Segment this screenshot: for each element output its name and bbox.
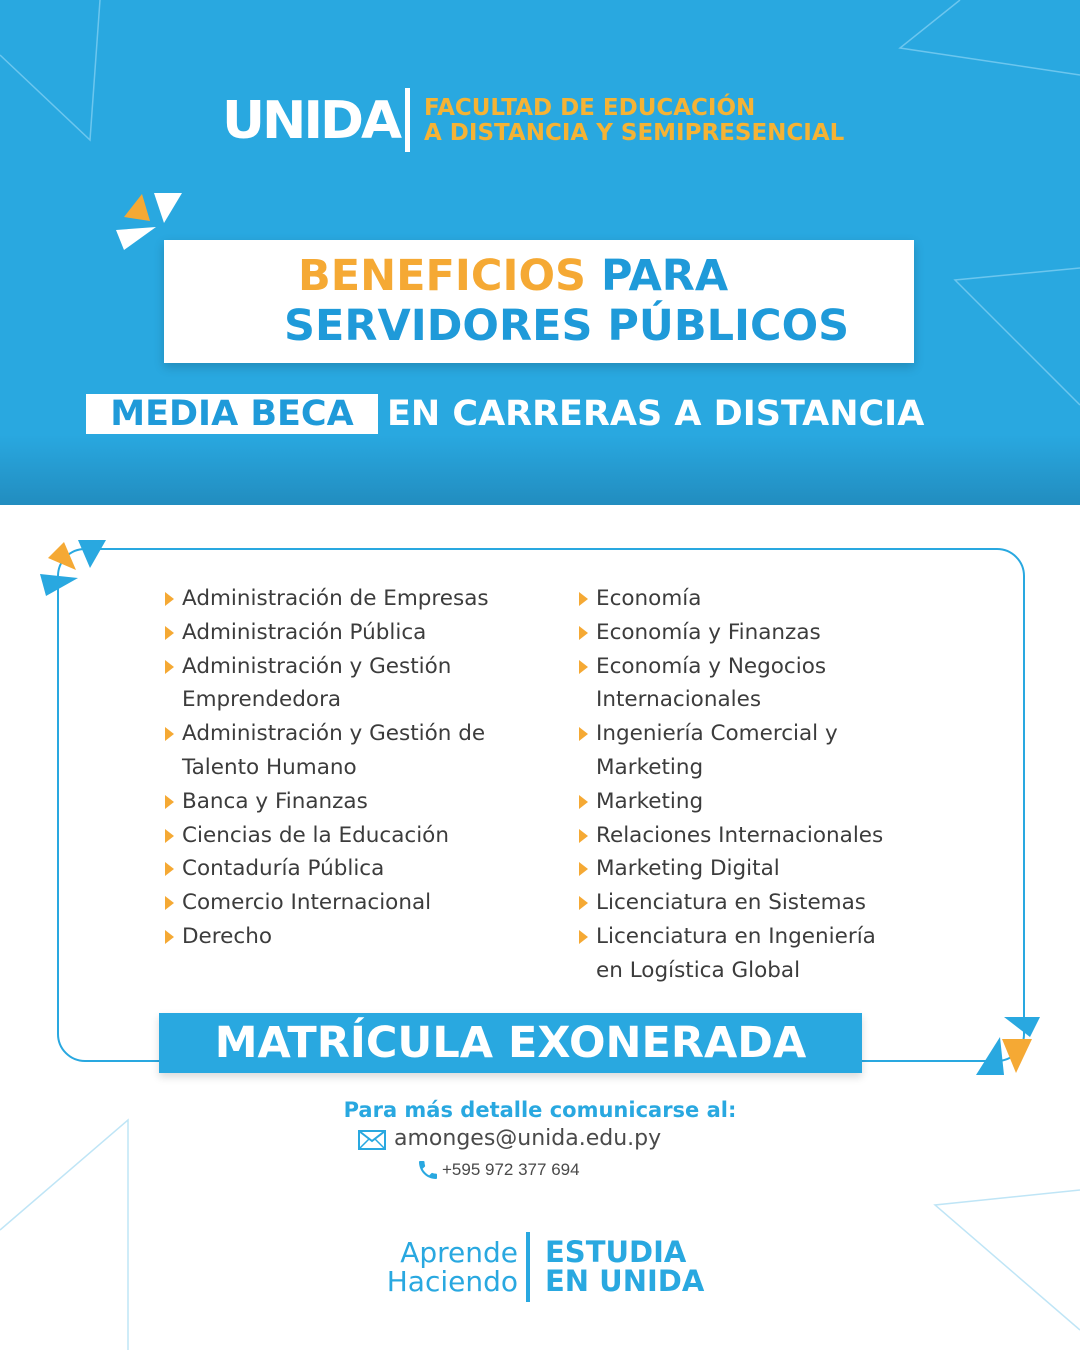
career-list-item [578,616,938,650]
bullet-arrow-icon [579,592,588,606]
title-line-2: SERVIDORES PÚBLICOS [284,301,850,351]
bullet-arrow-icon [579,930,588,944]
career-name: Administración y Gestión [182,653,452,679]
slogan-divider [526,1232,530,1302]
career-list-item [578,852,938,886]
career-name: Licenciatura en Ingeniería [596,923,876,949]
slogan-right-line-1: ESTUDIA [545,1235,687,1269]
bullet-arrow-icon [165,795,174,809]
career-name: Marketing Digital [596,856,780,882]
background-decorative-lines [0,1115,1080,1350]
career-name: Administración de Empresas [182,586,489,611]
contact-phone[interactable]: +595 972 377 694 [442,1160,580,1179]
bullet-arrow-icon [579,795,588,809]
bullet-arrow-icon [165,626,174,640]
faculty-line-1: FACULTAD DE EDUCACIÓN [424,95,756,121]
title-highlight: BENEFICIOS [298,251,586,301]
careers-list-left [164,582,554,954]
contact-email[interactable]: amonges@unida.edu.py [394,1126,662,1151]
title-line-1-rest: PARA [585,251,729,301]
career-name: Administración y Gestión de [182,721,486,747]
bullet-arrow-icon [165,829,174,843]
scholarship-badge [86,394,378,434]
career-name: Economía y Negocios [596,653,827,679]
career-name-continued: Emprendedora [182,687,342,713]
career-list-item [164,650,554,718]
bullet-arrow-icon [165,727,174,741]
bullet-arrow-icon [165,660,174,674]
career-name-continued: en Logística Global [596,957,801,983]
career-list-item [164,852,554,886]
enrollment-banner [159,1013,862,1073]
career-list-item [164,886,554,920]
slogan-right [545,1235,705,1298]
slogan-left-line-2: Haciendo [386,1265,518,1298]
career-name: Comercio Internacional [182,890,432,916]
faculty-line-2: A DISTANCIA Y SEMIPRESENCIAL [424,120,845,146]
triangle-decoration-icon [38,538,108,600]
career-name: Licenciatura en Sistemas [596,890,866,916]
enrollment-label: MATRÍCULA EXONERADA [214,1018,807,1068]
title-card [164,240,914,363]
careers-list-right [578,582,938,988]
career-list-item [578,785,938,819]
career-name: Ciencias de la Educación [182,822,449,848]
career-name: Relaciones Internacionales [596,822,884,848]
band-shadow [0,435,1080,505]
career-name-continued: Talento Humano [182,754,357,780]
bullet-arrow-icon [165,930,174,944]
triangle-decoration-icon [970,1015,1044,1079]
scholarship-badge-label: MEDIA BECA [110,394,354,434]
slogan-left [368,1238,518,1296]
career-name-continued: Internacionales [596,687,762,713]
bullet-arrow-icon [579,727,588,741]
career-list-item [164,785,554,819]
career-name: Economía [596,586,702,611]
career-list-item [578,886,938,920]
career-list-item [164,582,554,616]
logo-divider [405,88,410,152]
career-list-item [578,582,938,616]
career-list-item [164,819,554,853]
career-list-item [578,717,938,785]
career-name: Ingeniería Comercial y [596,721,838,747]
career-name: Economía y Finanzas [596,619,821,645]
career-list-item [578,819,938,853]
bullet-arrow-icon [579,896,588,910]
bullet-arrow-icon [579,660,588,674]
bullet-arrow-icon [165,896,174,910]
career-name: Banca y Finanzas [182,788,368,814]
career-name: Marketing [596,788,704,814]
career-name-continued: Marketing [596,754,704,780]
career-list-item [164,920,554,954]
career-name: Derecho [182,923,272,949]
unida-logo: UNIDA [222,91,399,151]
faculty-name [424,96,884,146]
career-list-item [164,616,554,650]
bullet-arrow-icon [579,862,588,876]
contact-heading: Para más detalle comunicarse al: [343,1098,737,1122]
bullet-arrow-icon [165,592,174,606]
bullet-arrow-icon [579,626,588,640]
career-name: Contaduría Pública [182,856,385,882]
career-list-item [578,920,938,988]
scholarship-subtitle: EN CARRERAS A DISTANCIA [387,394,925,434]
bullet-arrow-icon [165,862,174,876]
career-name: Administración Pública [182,619,427,645]
slogan-right-line-2: EN UNIDA [545,1264,705,1298]
career-list-item [164,717,554,785]
slogan-left-line-1: Aprende [400,1236,518,1269]
career-list-item [578,650,938,718]
title-line-1 [298,250,728,302]
bullet-arrow-icon [579,829,588,843]
